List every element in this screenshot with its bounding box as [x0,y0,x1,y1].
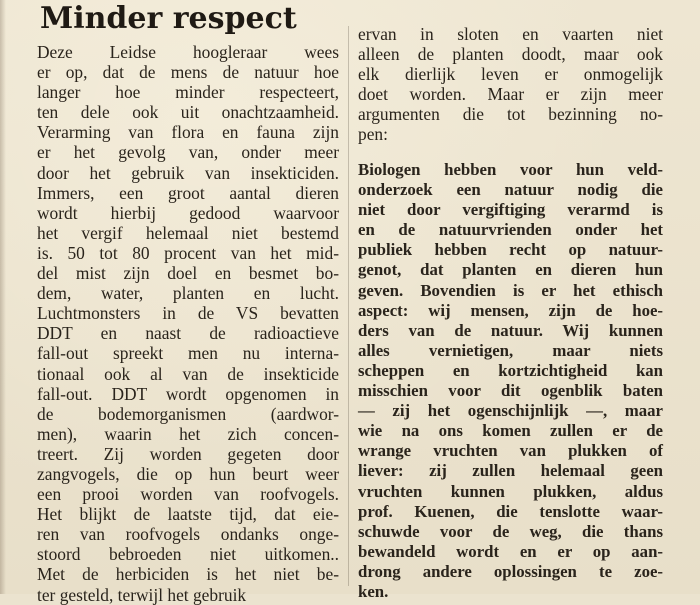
text-line: pen: [358,124,388,145]
text-line: langer hoe minder respecteert, [37,82,339,103]
text-line: ren van roofvogels ondanks onge- [37,524,339,545]
text-line: DDT en naast de radioactieve [37,323,339,344]
text-line: misschien voor dit ogenblik baten [358,381,663,401]
text-line: Met de herbiciden is het niet be- [37,564,339,585]
text-line: fall-out. DDT wordt opgenomen in [37,383,339,404]
paper-edge-shadow [0,0,6,594]
text-line: doet worden. Maar er zijn meer [358,84,663,105]
text-line: en de natuurvrienden onder het [358,220,663,240]
text-line: er het gevolg van, onder meer [37,142,339,163]
text-line: schuwde voor de weg, die thans [358,521,663,541]
text-line: vruchten kunnen plukken, aldus [358,481,663,501]
text-line: is. 50 tot 80 procent van het mid- [37,242,339,263]
text-line: het vergif helemaal niet bestemd [37,222,339,243]
text-line: ter gesteld, terwijl het gebruik [37,584,247,605]
text-line: Het blijkt de laatste tijd, dat eie- [37,504,339,525]
text-line: niet door vergiftiging verarmd is [358,200,663,220]
text-line: Verarming van flora en fauna zijn [37,122,339,143]
text-line: fall-out spreekt men nu interna- [37,343,339,364]
text-line: Luchtmonsters in de VS bevatten [37,303,339,324]
text-line: wordt hierbij gedood waarvoor [37,202,339,223]
text-line: er op, dat de mens de natuur hoe [37,62,339,83]
text-line: stoord bebroeden niet uitkomen.. [37,544,339,565]
article-left-column [37,42,339,605]
text-line: geven. Bovendien is er het ethisch [358,280,663,300]
article-title: Minder respect [40,1,297,36]
text-line: dem, water, planten en lucht. [37,283,339,304]
text-line: prof. Kuenen, die tenslotte waar- [358,501,663,521]
text-line: wrange vruchten van plukken of [358,441,663,461]
text-line: liever: zij zullen helemaal geen [358,461,663,481]
text-line: aspect: wij mensen, zijn de hoe- [358,300,663,320]
article-right-column-bold [358,160,663,602]
text-line: wie na ons komen zullen er de [358,421,663,441]
text-line: Immers, een groot aantal dieren [37,182,339,203]
text-line: onderzoek een natuur nodig die [358,180,663,200]
text-line: men), waarin het zich concen- [37,423,339,444]
text-line: door het gebruik van insekticiden. [37,162,339,183]
text-line: bewandeld wordt en er op aan- [358,541,663,561]
text-line: alles vernietigen, maar niets [358,340,663,360]
text-line: alleen de planten doodt, maar ook [358,44,663,65]
text-line: elk dierlijk leven er onmogelijk [358,64,663,85]
text-line: — zij het ogenschijnlijk —, maar [358,401,663,421]
text-line: publiek hebben recht op natuur- [358,240,663,260]
text-line: tionaal ook al van de insekticide [37,363,339,384]
text-line: genot, dat planten en dieren hun [358,260,663,280]
text-line: drong andere oplossingen te zoe- [358,561,663,581]
text-line: treert. Zij worden gegeten door [37,443,339,464]
text-line: ten dele ook uit onachtzaamheid. [37,102,339,123]
text-line: del mist zijn doel en besmet bo- [37,263,339,284]
text-line: een prooi worden van roofvogels. [37,484,339,505]
text-line: ken. [358,581,389,601]
text-line: ders van de natuur. Wij kunnen [358,320,663,340]
text-line: zangvogels, die op hun beurt weer [37,463,339,484]
text-line: ervan in sloten en vaarten niet [358,24,663,44]
text-line: de bodemorganismen (aardwor- [37,403,339,424]
text-line: scheppen en kortzichtigheid kan [358,360,663,380]
text-line: argumenten die tot bezinning no- [358,104,663,125]
column-divider [348,26,349,586]
text-line: Biologen hebben voor hun veld- [358,160,663,179]
article-right-column-top [358,24,663,145]
text-line: Deze Leidse hoogleraar wees [37,42,339,62]
